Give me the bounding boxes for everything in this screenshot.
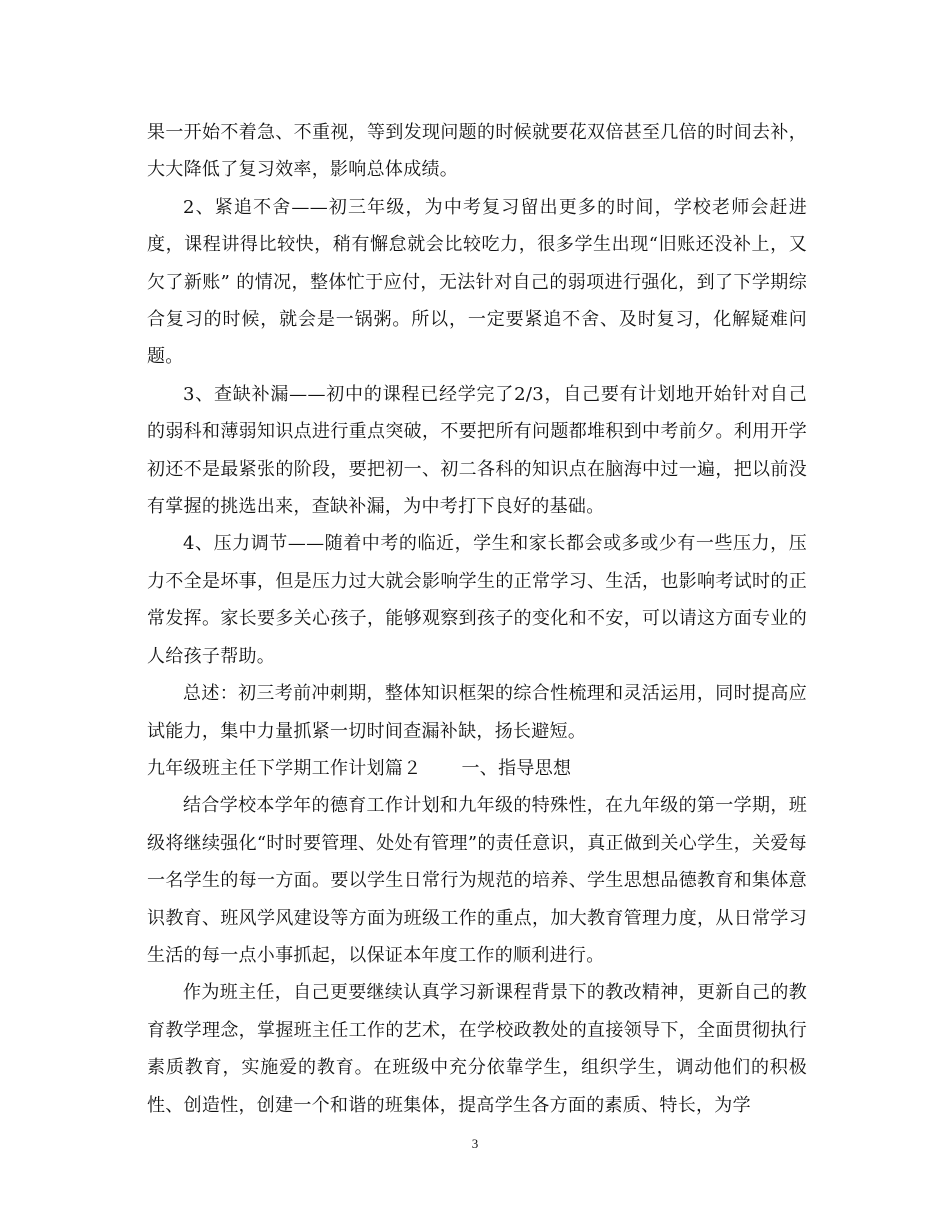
paragraph-5: 结合学校本学年的德育工作计划和九年级的特殊性，在九年级的第一学期，班级将继续强化“时时要管理、处处有管理”的责任意识，真正做到关心学生，关爱每一名学生的每一方面。要以学生日常行为规范的培养、学生思想品德教育和集体意识教育、班风学风建设等方面为班级工作的重点，加大教育管理力度，从日常学习生活的每一点小事抓起，以保证本年度工作的顺利进行。	[147, 795, 807, 966]
document-body	[147, 114, 807, 1124]
paragraph-6: 作为班主任，自己更要继续认真学习新课程背景下的教改精神，更新自己的教育教学理念，掌握班主任工作的艺术，在学校政教处的直接领导下，全面贯彻执行素质教育，实施爱的教育。在班级中充分依靠学生，组织学生，调动他们的积极性、创造性，创建一个和谐的班集体，提高学生各方面的素质、特长，为学	[147, 982, 807, 1116]
section-heading	[147, 750, 807, 787]
paragraph-0: 果一开始不着急、不重视，等到发现问题的时候就要花双倍甚至几倍的时间去补，大大降低了复习效率，影响总体成绩。	[147, 122, 807, 181]
paragraph-1: 2、紧追不舍——初三年级，为中考复习留出更多的时间，学校老师会赶进度，课程讲得比较快，稍有懈怠就会比较吃力，很多学生出现“旧账还没补上，又欠了新账” 的情况，整体忙于应付，无法针对自己的弱项进行强化，到了下学期综合复习的时候，就会是一锅粥。所以，一定要紧追不舍、及时复习，化解疑难问题。	[147, 196, 807, 368]
paragraph-2: 3、查缺补漏——初中的课程已经学完了2/3，自己要有计划地开始针对自己的弱科和薄弱知识点进行重点突破，不要把所有问题都堆积到中考前夕。利用开学初还不是最紧张的阶段，要把初一、初二各科的知识点在脑海中过一遍，把以前没有掌握的挑选出来，查缺补漏，为中考打下良好的基础。	[147, 383, 807, 518]
paragraph-3: 4、压力调节——随着中考的临近，学生和家长都会或多或少有一些压力，压力不全是坏事，但是压力过大就会影响学生的正常学习、生活，也影响考试时的正常发挥。家长要多关心孩子，能够观察到孩子的变化和不安，可以请这方面专业的人给孩子帮助。	[147, 533, 807, 667]
section-subtitle: 一、指导思想	[461, 757, 572, 779]
section-title: 九年级班主任下学期工作计划篇２	[147, 757, 422, 779]
paragraph-4: 总述：初三考前冲刺期，整体知识框架的综合性梳理和灵活运用，同时提高应试能力，集中力量抓紧一切时间查漏补缺，扬长避短。	[147, 683, 807, 742]
page-number: 3	[471, 1136, 479, 1151]
